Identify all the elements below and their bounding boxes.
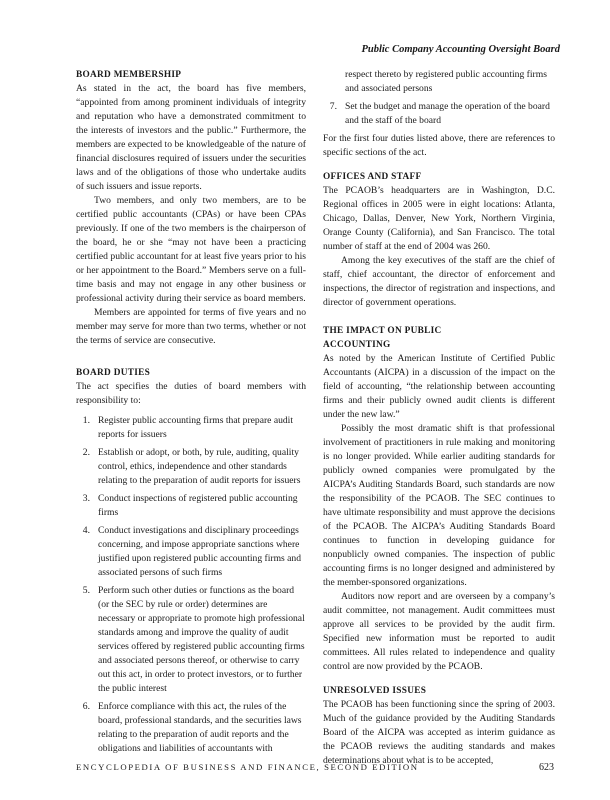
paragraph: As noted by the American Institute of Certified Public Accountants (AICPA) in a discussion of the impact on the field of accounting, “the relationship between accounting firms and their publicly owned audit clients is different under the new law.” [323,353,555,420]
list-text: Set the budget and manage the operation of the board and the staff of the board [345,101,550,126]
list-text: Enforce compliance with this act, the rules of the board, professional standards, and the securities laws relating to the preparation of audit reports and the obligations and liabilities of accountants with [98,701,302,754]
list-text: Establish or adopt, or both, by rule, auditing, quality control, ethics, independence and other standards relating to the preparation of audit reports for issuers [98,447,301,486]
list-item [76,492,306,520]
section-heading-board-duties: BOARD DUTIES [76,368,151,378]
list-number: 7. [329,101,337,112]
list-continuation: respect thereto by registered public accounting firms and associated persons [345,69,547,94]
list-item [76,584,306,696]
paragraph: For the first four duties listed above, there are references to specific sections of the act. [323,133,555,158]
list-item [76,446,306,488]
paragraph: As stated in the act, the board has five members, “appointed from among prominent individuals of integrity and reputation who have a demonstrated commitment to the interests of investors and the public.” Furthermore, the members are expected to be knowledgeable of the nature of financial disclosures required of issuers under the securities laws and of the obligations of those who undertake audits of such issuers and issue reports. [76,83,306,192]
paragraph: Two members, and only two members, are to be certified public accountants (CPAs) or have been CPAs previously. If one of the two members is the chairperson of the board, he or she “may not have been a practicing certified public accountant for at least five years prior to his or her appointment to the Board.” Members serve on a full-time basis and may not engage in any other business or professional activity during their service as board members. [76,195,306,304]
list-text: Conduct investigations and disciplinary proceedings concerning, and impose appropriate sanctions where justified upon registered public accounting firms and associated persons of such firms [98,525,302,578]
page-number: 623 [539,762,554,773]
paragraph: Possibly the most dramatic shift is that professional involvement of practitioners in rule making and monitoring is no longer provided. While earlier auditing standards for publicly owned companies were promulgated by the AICPA’s Auditing Standards Board, such standards are now the responsibility of the PCAOB. The SEC continues to have ultimate responsibility and must approve the decisions of the PCAOB. The AICPA’s Auditing Standards Board continues to function in developing guidance for nonpublicly owned companies. The inspection of public accounting firms is no longer designed and administered by the member-sponsored organizations. [323,423,555,588]
section-heading-impact: THE IMPACT ON PUBLIC ACCOUNTING [323,326,442,350]
paragraph: Members are appointed for terms of five years and no member may serve for more than two terms, whether or not the terms of service are consecutive. [76,307,306,346]
duties-list [76,414,306,756]
paragraph: Among the key executives of the staff are the chief of staff, chief accountant, the director of enforcement and inspections, the director of registration and inspections, and director of government operations. [323,255,555,308]
list-item [323,100,555,128]
list-item [76,524,306,580]
list-item [76,414,306,442]
section-heading-offices: OFFICES AND STAFF [323,172,422,182]
section-heading-unresolved: UNRESOLVED ISSUES [323,686,427,696]
left-column [76,68,306,760]
footer-title: ENCYCLOPEDIA OF BUSINESS AND FINANCE, SECOND EDITION [76,762,419,772]
list-number: 3. [82,493,90,504]
list-number: 4. [82,525,90,536]
list-number: 6. [82,701,90,712]
paragraph: Auditors now report and are overseen by a company’s audit committee, not management. Audit committees must approve all services to be provided by the audit firm. Specified new information must be reported to audit committees. All rules related to independence and quality control are now provided by the PCAOB. [323,591,555,672]
running-head: Public Company Accounting Oversight Board [361,44,560,55]
paragraph: The act specifies the duties of board members with responsibility to: [76,381,306,406]
list-text: Perform such other duties or functions as the board (or the SEC by rule or order) determines are necessary or appropriate to promote high professional standards among and improve the quality of audit services offered by registered public accounting firms and associated persons thereof, or otherwise to carry out this act, in order to protect investors, or to further the public interest [98,585,305,694]
right-column [323,68,555,768]
list-text: Register public accounting firms that prepare audit reports for issuers [98,415,294,440]
list-text: Conduct inspections of registered public accounting firms [98,493,298,518]
section-heading-board-membership: BOARD MEMBERSHIP [76,70,182,80]
paragraph: The PCAOB’s headquarters are in Washington, D.C. Regional offices in 2005 were in eight locations: Atlanta, Chicago, Dallas, Denver, New York, Northern Virginia, Orange County (California), and San Francisco. The total number of staff at the end of 2004 was 260. [323,185,555,252]
list-number: 1. [82,415,90,426]
list-number: 2. [82,447,90,458]
paragraph: The PCAOB has been functioning since the spring of 2003. Much of the guidance provided by the Auditing Standards Board of the AICPA was accepted as interim guidance as the PCAOB reviews the auditing standards and makes determinations about what is to be accepted, [323,699,555,766]
list-item [76,700,306,756]
duties-list-continued [323,100,555,128]
list-number: 5. [82,585,90,596]
